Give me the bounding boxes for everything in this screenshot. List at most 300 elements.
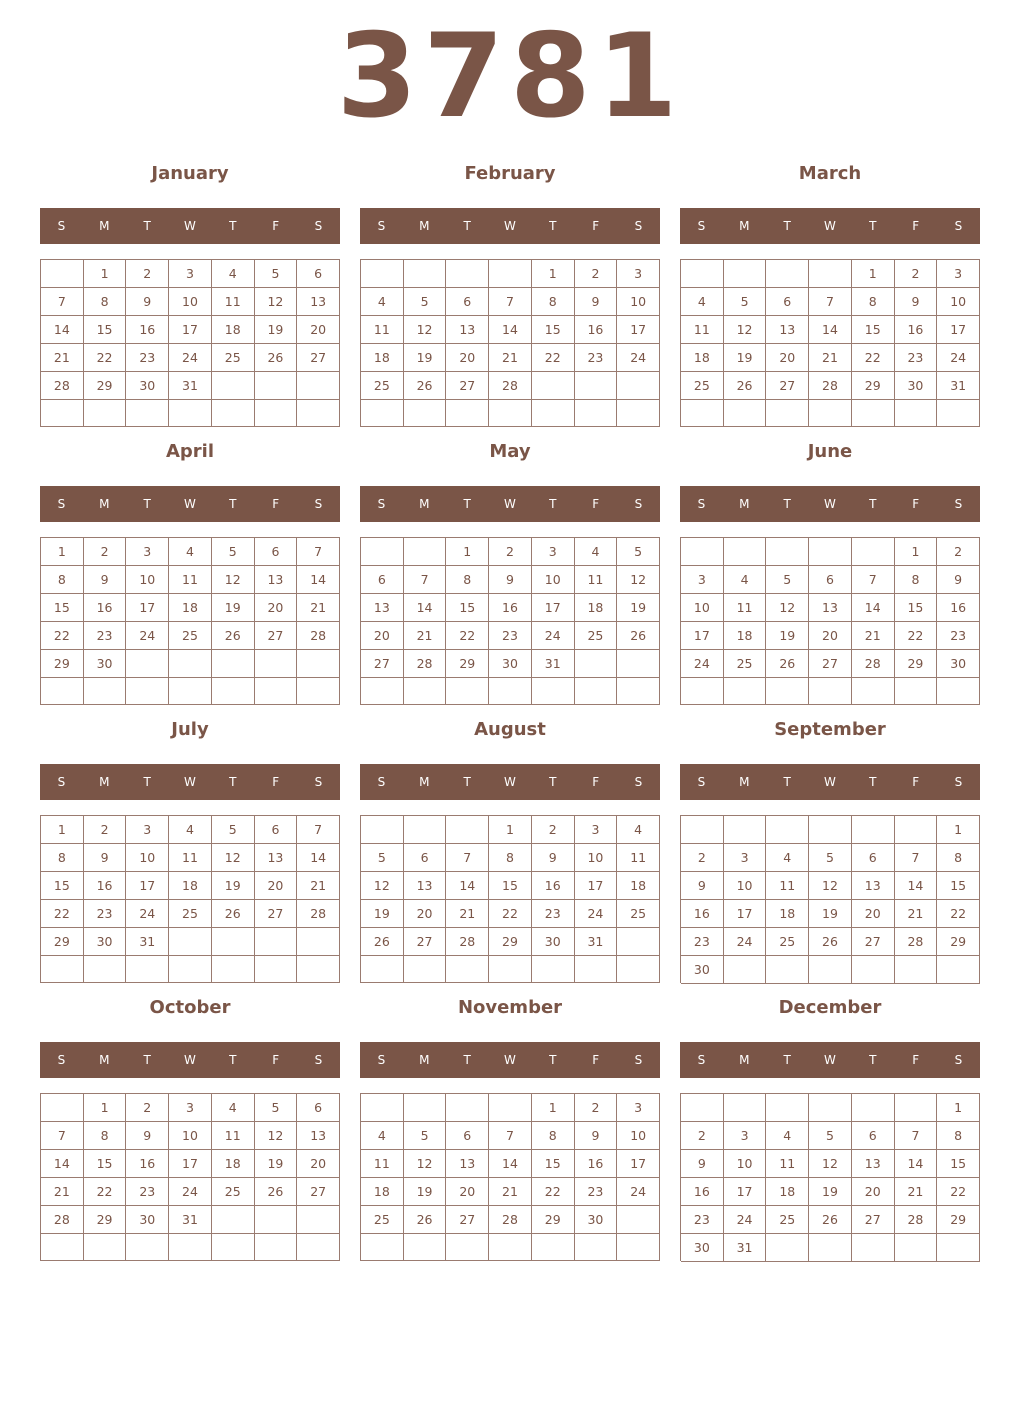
- month-july: [40, 719, 340, 983]
- weekday-label: S: [57, 219, 66, 233]
- weekday-label: W: [824, 497, 836, 511]
- empty-cell: [617, 928, 660, 956]
- day-cell: 3: [724, 844, 767, 872]
- day-cell: 10: [126, 844, 169, 872]
- day-cell: 16: [937, 594, 980, 622]
- day-cell: 27: [297, 1178, 340, 1206]
- day-grid: [40, 537, 340, 705]
- day-cell: 26: [809, 1206, 852, 1234]
- weekday-header: [360, 486, 660, 522]
- day-cell: 17: [724, 1178, 767, 1206]
- weekday-label: F: [912, 219, 920, 233]
- day-cell: 9: [126, 288, 169, 316]
- day-cell: 26: [212, 900, 255, 928]
- day-cell: 24: [724, 1206, 767, 1234]
- weekday-header: [680, 208, 980, 244]
- day-cell: 25: [766, 1206, 809, 1234]
- day-cell: 31: [169, 1206, 212, 1234]
- day-cell: 18: [212, 316, 255, 344]
- empty-cell: [212, 1206, 255, 1234]
- day-cell: 31: [532, 650, 575, 678]
- day-cell: 9: [937, 566, 980, 594]
- day-cell: 9: [895, 288, 938, 316]
- empty-cell: [446, 678, 489, 705]
- day-cell: 27: [446, 1206, 489, 1234]
- day-cell: 6: [404, 844, 447, 872]
- day-cell: 13: [404, 872, 447, 900]
- month-name: April: [165, 441, 215, 462]
- day-cell: 18: [766, 900, 809, 928]
- day-cell: 23: [937, 622, 980, 650]
- empty-cell: [766, 1094, 809, 1122]
- empty-cell: [169, 400, 212, 427]
- empty-cell: [404, 1094, 447, 1122]
- day-cell: 28: [852, 650, 895, 678]
- day-cell: 6: [852, 1122, 895, 1150]
- weekday-label: M: [99, 219, 110, 233]
- day-cell: 2: [126, 260, 169, 288]
- empty-cell: [809, 956, 852, 984]
- day-cell: 16: [895, 316, 938, 344]
- weekday-label: T: [549, 497, 557, 511]
- day-cell: 29: [489, 928, 532, 956]
- empty-cell: [126, 1234, 169, 1261]
- empty-cell: [84, 1234, 127, 1261]
- empty-cell: [681, 678, 724, 705]
- empty-cell: [809, 678, 852, 705]
- day-cell: 10: [681, 594, 724, 622]
- day-cell: 11: [681, 316, 724, 344]
- day-cell: 6: [852, 844, 895, 872]
- empty-cell: [895, 816, 938, 844]
- day-cell: 20: [766, 344, 809, 372]
- empty-cell: [809, 1234, 852, 1262]
- day-cell: 18: [681, 344, 724, 372]
- day-cell: 4: [766, 1122, 809, 1150]
- day-cell: 5: [212, 816, 255, 844]
- day-cell: 17: [169, 316, 212, 344]
- empty-cell: [681, 538, 724, 566]
- month-name: September: [774, 719, 886, 740]
- day-cell: 28: [404, 650, 447, 678]
- day-cell: 12: [361, 872, 404, 900]
- day-cell: 6: [361, 566, 404, 594]
- weekday-label: W: [504, 775, 516, 789]
- day-cell: 18: [361, 344, 404, 372]
- empty-cell: [255, 400, 298, 427]
- day-cell: 1: [84, 1094, 127, 1122]
- month-name: January: [151, 163, 229, 184]
- weekday-header: [360, 208, 660, 244]
- day-cell: 17: [126, 872, 169, 900]
- weekday-label: S: [697, 1053, 706, 1067]
- month-april: [40, 441, 340, 705]
- day-cell: 2: [681, 1122, 724, 1150]
- empty-cell: [937, 956, 980, 984]
- day-cell: 2: [126, 1094, 169, 1122]
- empty-cell: [297, 650, 340, 678]
- day-cell: 14: [297, 566, 340, 594]
- weekday-label: T: [229, 219, 237, 233]
- weekday-label: S: [634, 219, 643, 233]
- empty-cell: [404, 260, 447, 288]
- weekday-label: S: [697, 219, 706, 233]
- day-cell: 16: [532, 872, 575, 900]
- day-cell: 3: [532, 538, 575, 566]
- day-cell: 27: [852, 928, 895, 956]
- day-cell: 23: [126, 1178, 169, 1206]
- empty-cell: [361, 678, 404, 705]
- empty-cell: [617, 1206, 660, 1234]
- empty-cell: [489, 1094, 532, 1122]
- day-cell: 1: [41, 816, 84, 844]
- day-cell: 14: [895, 1150, 938, 1178]
- empty-cell: [255, 650, 298, 678]
- day-cell: 21: [895, 1178, 938, 1206]
- empty-cell: [41, 956, 84, 983]
- weekday-label: M: [739, 219, 750, 233]
- day-cell: 14: [297, 844, 340, 872]
- day-cell: 13: [361, 594, 404, 622]
- day-cell: 23: [84, 622, 127, 650]
- day-cell: 19: [617, 594, 660, 622]
- day-cell: 9: [84, 566, 127, 594]
- day-cell: 14: [895, 872, 938, 900]
- empty-cell: [532, 956, 575, 983]
- day-cell: 20: [255, 872, 298, 900]
- empty-cell: [169, 650, 212, 678]
- day-cell: 6: [297, 260, 340, 288]
- day-cell: 23: [575, 344, 618, 372]
- day-cell: 2: [895, 260, 938, 288]
- day-cell: 1: [446, 538, 489, 566]
- weekday-label: W: [184, 497, 196, 511]
- empty-cell: [169, 1234, 212, 1261]
- weekday-label: W: [504, 1053, 516, 1067]
- day-cell: 16: [681, 900, 724, 928]
- day-cell: 13: [446, 316, 489, 344]
- day-cell: 13: [297, 288, 340, 316]
- day-cell: 4: [212, 260, 255, 288]
- weekday-label: T: [869, 1053, 877, 1067]
- empty-cell: [809, 260, 852, 288]
- empty-cell: [852, 678, 895, 705]
- day-cell: 15: [41, 872, 84, 900]
- day-cell: 19: [724, 344, 767, 372]
- day-cell: 8: [532, 288, 575, 316]
- empty-cell: [212, 928, 255, 956]
- day-cell: 27: [255, 900, 298, 928]
- empty-cell: [361, 1094, 404, 1122]
- weekday-label: F: [912, 1053, 920, 1067]
- weekday-label: M: [419, 1053, 430, 1067]
- day-cell: 19: [404, 344, 447, 372]
- weekday-label: F: [272, 1053, 280, 1067]
- empty-cell: [724, 400, 767, 427]
- empty-cell: [617, 650, 660, 678]
- day-cell: 29: [41, 650, 84, 678]
- day-cell: 21: [41, 1178, 84, 1206]
- day-cell: 22: [41, 622, 84, 650]
- day-cell: 30: [489, 650, 532, 678]
- day-cell: 8: [446, 566, 489, 594]
- day-cell: 28: [297, 622, 340, 650]
- day-cell: 30: [575, 1206, 618, 1234]
- empty-cell: [41, 400, 84, 427]
- day-cell: 9: [84, 844, 127, 872]
- empty-cell: [361, 956, 404, 983]
- day-cell: 22: [489, 900, 532, 928]
- day-cell: 30: [895, 372, 938, 400]
- day-cell: 18: [766, 1178, 809, 1206]
- month-october: [40, 997, 340, 1261]
- weekday-header: [360, 764, 660, 800]
- day-cell: 5: [809, 1122, 852, 1150]
- day-cell: 10: [617, 1122, 660, 1150]
- empty-cell: [766, 260, 809, 288]
- empty-cell: [446, 956, 489, 983]
- month-name: November: [457, 997, 563, 1018]
- empty-cell: [361, 1234, 404, 1261]
- weekday-label: S: [377, 1053, 386, 1067]
- day-cell: 12: [809, 1150, 852, 1178]
- day-cell: 22: [84, 1178, 127, 1206]
- empty-cell: [297, 956, 340, 983]
- day-cell: 15: [532, 1150, 575, 1178]
- day-cell: 4: [617, 816, 660, 844]
- day-cell: 16: [489, 594, 532, 622]
- day-cell: 29: [41, 928, 84, 956]
- day-cell: 23: [895, 344, 938, 372]
- weekday-label: W: [184, 775, 196, 789]
- day-grid: [680, 259, 980, 427]
- weekday-label: W: [504, 219, 516, 233]
- empty-cell: [212, 1234, 255, 1261]
- empty-cell: [404, 538, 447, 566]
- weekday-label: T: [783, 1053, 791, 1067]
- weekday-label: S: [314, 497, 323, 511]
- day-cell: 1: [532, 1094, 575, 1122]
- weekday-label: M: [739, 775, 750, 789]
- day-cell: 4: [766, 844, 809, 872]
- empty-cell: [404, 816, 447, 844]
- weekday-label: T: [143, 497, 151, 511]
- day-cell: 9: [126, 1122, 169, 1150]
- day-cell: 10: [724, 1150, 767, 1178]
- weekday-label: F: [592, 497, 600, 511]
- weekday-header: [40, 764, 340, 800]
- empty-cell: [212, 678, 255, 705]
- empty-cell: [126, 956, 169, 983]
- day-cell: 7: [809, 288, 852, 316]
- weekday-header: [680, 764, 980, 800]
- weekday-label: M: [739, 1053, 750, 1067]
- day-cell: 3: [617, 260, 660, 288]
- day-cell: 11: [617, 844, 660, 872]
- day-cell: 28: [809, 372, 852, 400]
- day-cell: 15: [446, 594, 489, 622]
- month-name: June: [807, 441, 853, 462]
- weekday-label: S: [954, 1053, 963, 1067]
- empty-cell: [404, 678, 447, 705]
- day-cell: 20: [809, 622, 852, 650]
- empty-cell: [212, 372, 255, 400]
- day-cell: 25: [212, 1178, 255, 1206]
- day-cell: 14: [489, 1150, 532, 1178]
- day-cell: 17: [937, 316, 980, 344]
- day-cell: 12: [404, 1150, 447, 1178]
- day-cell: 29: [532, 1206, 575, 1234]
- day-cell: 7: [895, 844, 938, 872]
- empty-cell: [212, 400, 255, 427]
- day-cell: 14: [41, 316, 84, 344]
- empty-cell: [724, 260, 767, 288]
- weekday-label: T: [143, 1053, 151, 1067]
- empty-cell: [937, 400, 980, 427]
- empty-cell: [809, 1094, 852, 1122]
- day-cell: 8: [895, 566, 938, 594]
- empty-cell: [255, 928, 298, 956]
- day-cell: 21: [489, 344, 532, 372]
- day-cell: 30: [937, 650, 980, 678]
- day-cell: 19: [361, 900, 404, 928]
- day-cell: 19: [255, 1150, 298, 1178]
- day-cell: 16: [575, 316, 618, 344]
- day-cell: 20: [297, 1150, 340, 1178]
- day-cell: 23: [126, 344, 169, 372]
- empty-cell: [446, 816, 489, 844]
- day-cell: 25: [575, 622, 618, 650]
- day-cell: 3: [126, 816, 169, 844]
- day-grid: [360, 1093, 660, 1261]
- day-cell: 1: [532, 260, 575, 288]
- day-cell: 7: [404, 566, 447, 594]
- day-cell: 9: [489, 566, 532, 594]
- weekday-label: F: [592, 219, 600, 233]
- day-cell: 12: [255, 288, 298, 316]
- day-cell: 10: [617, 288, 660, 316]
- day-cell: 20: [361, 622, 404, 650]
- day-cell: 21: [895, 900, 938, 928]
- day-cell: 5: [212, 538, 255, 566]
- weekday-label: T: [869, 219, 877, 233]
- day-cell: 31: [169, 372, 212, 400]
- weekday-label: W: [824, 1053, 836, 1067]
- day-cell: 8: [41, 566, 84, 594]
- day-cell: 28: [41, 1206, 84, 1234]
- day-cell: 30: [84, 650, 127, 678]
- day-cell: 22: [937, 1178, 980, 1206]
- day-cell: 1: [937, 1094, 980, 1122]
- day-cell: 2: [937, 538, 980, 566]
- day-cell: 11: [212, 1122, 255, 1150]
- weekday-label: W: [184, 219, 196, 233]
- empty-cell: [297, 372, 340, 400]
- day-cell: 22: [532, 1178, 575, 1206]
- day-cell: 5: [255, 260, 298, 288]
- day-cell: 2: [532, 816, 575, 844]
- day-cell: 21: [41, 344, 84, 372]
- day-cell: 10: [575, 844, 618, 872]
- day-grid: [360, 815, 660, 983]
- month-name: February: [464, 163, 556, 184]
- empty-cell: [255, 1206, 298, 1234]
- weekday-label: W: [824, 219, 836, 233]
- weekday-label: M: [419, 497, 430, 511]
- empty-cell: [766, 400, 809, 427]
- day-cell: 6: [446, 288, 489, 316]
- empty-cell: [297, 400, 340, 427]
- empty-cell: [724, 1094, 767, 1122]
- day-cell: 29: [84, 1206, 127, 1234]
- empty-cell: [895, 1094, 938, 1122]
- day-cell: 17: [575, 872, 618, 900]
- weekday-label: F: [592, 775, 600, 789]
- weekday-label: F: [272, 219, 280, 233]
- day-cell: 1: [489, 816, 532, 844]
- day-cell: 31: [126, 928, 169, 956]
- day-cell: 9: [681, 1150, 724, 1178]
- empty-cell: [575, 678, 618, 705]
- day-cell: 14: [41, 1150, 84, 1178]
- weekday-label: M: [419, 775, 430, 789]
- day-cell: 15: [937, 872, 980, 900]
- day-cell: 21: [446, 900, 489, 928]
- day-cell: 14: [852, 594, 895, 622]
- empty-cell: [766, 816, 809, 844]
- day-cell: 13: [852, 1150, 895, 1178]
- day-grid: [680, 815, 980, 983]
- day-cell: 1: [84, 260, 127, 288]
- weekday-label: T: [463, 497, 471, 511]
- empty-cell: [41, 1234, 84, 1261]
- day-cell: 7: [41, 288, 84, 316]
- weekday-label: S: [697, 497, 706, 511]
- day-cell: 24: [681, 650, 724, 678]
- empty-cell: [84, 956, 127, 983]
- day-cell: 18: [361, 1178, 404, 1206]
- day-cell: 4: [169, 816, 212, 844]
- day-cell: 20: [446, 344, 489, 372]
- day-cell: 5: [404, 288, 447, 316]
- weekday-label: T: [549, 219, 557, 233]
- empty-cell: [404, 956, 447, 983]
- day-cell: 25: [212, 344, 255, 372]
- weekday-label: M: [99, 775, 110, 789]
- day-cell: 26: [255, 1178, 298, 1206]
- empty-cell: [766, 538, 809, 566]
- day-cell: 3: [169, 1094, 212, 1122]
- day-cell: 18: [724, 622, 767, 650]
- day-cell: 5: [404, 1122, 447, 1150]
- month-name: March: [798, 163, 862, 184]
- empty-cell: [404, 1234, 447, 1261]
- empty-cell: [297, 1234, 340, 1261]
- month-september: [680, 719, 980, 983]
- day-cell: 7: [895, 1122, 938, 1150]
- weekday-label: T: [143, 219, 151, 233]
- day-cell: 28: [895, 1206, 938, 1234]
- month-march: [680, 163, 980, 427]
- empty-cell: [255, 372, 298, 400]
- day-cell: 15: [937, 1150, 980, 1178]
- empty-cell: [766, 678, 809, 705]
- empty-cell: [489, 260, 532, 288]
- weekday-label: T: [229, 497, 237, 511]
- day-cell: 1: [852, 260, 895, 288]
- weekday-header: [40, 486, 340, 522]
- day-cell: 2: [681, 844, 724, 872]
